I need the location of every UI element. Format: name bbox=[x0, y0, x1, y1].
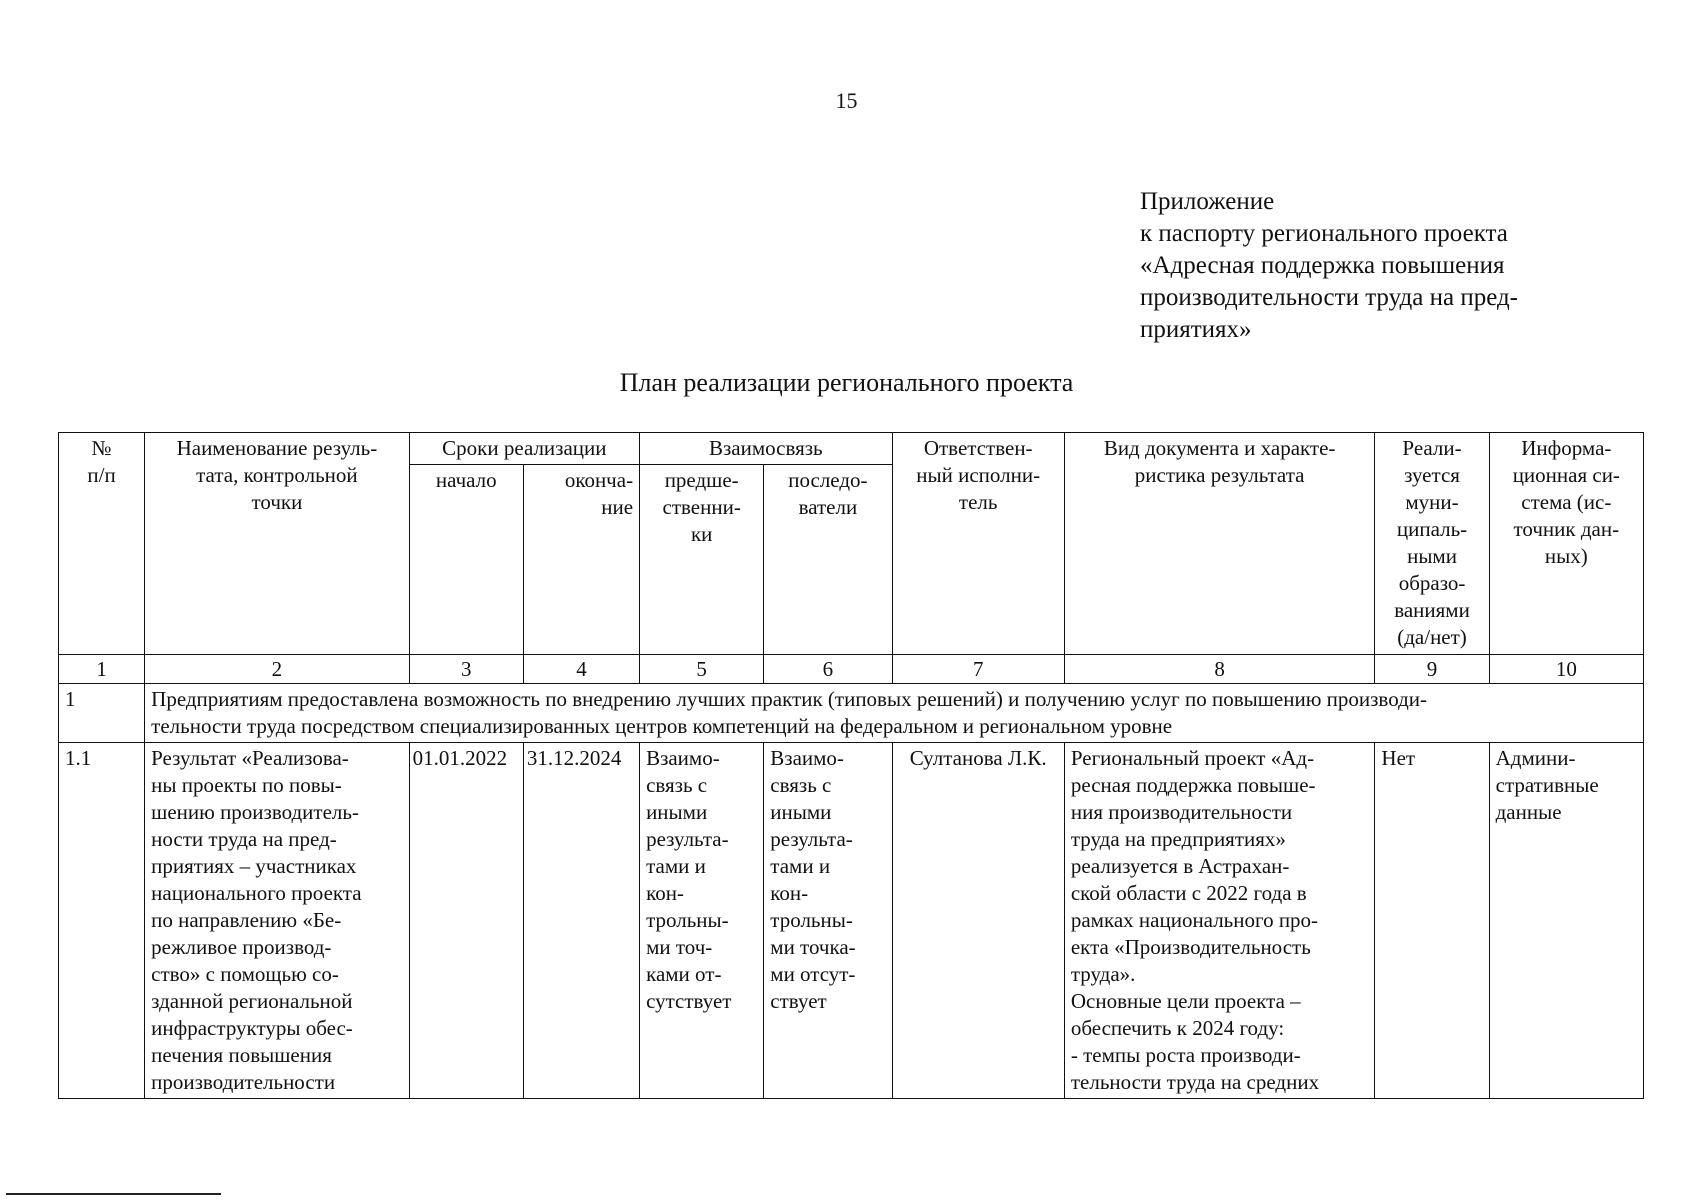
text-line: тата, контрольной bbox=[196, 463, 358, 487]
text-line: «Адресная поддержка повышения bbox=[1140, 252, 1505, 279]
text-line: ционная си- bbox=[1512, 463, 1620, 487]
text-line: режливое производ- bbox=[151, 935, 332, 959]
section-number: 1 bbox=[59, 684, 145, 743]
text-line: по направлению «Бе- bbox=[151, 908, 342, 932]
text-line: Предприятиям предоставлена возможность по внедрению лучших практик (типовых решений) и получению услуг по повышению производи- bbox=[151, 687, 1427, 711]
row-document-type bbox=[1064, 743, 1375, 1099]
text-line: производительности bbox=[151, 1070, 336, 1094]
text-line: точки bbox=[251, 490, 303, 514]
text-line: к паспорту регионального проекта bbox=[1140, 220, 1508, 247]
column-number: 1 bbox=[59, 655, 145, 684]
text-line: ресная поддержка повыше- bbox=[1070, 773, 1316, 797]
text-line: трольны- bbox=[646, 908, 729, 932]
text-line: ствует bbox=[770, 989, 827, 1013]
page-number: 15 bbox=[835, 88, 858, 113]
column-number: 2 bbox=[145, 655, 409, 684]
header-information-system bbox=[1489, 433, 1643, 655]
header-implementation-terms: Сроки реализации bbox=[409, 433, 639, 465]
text-line: ваниями bbox=[1394, 598, 1470, 622]
text-line: (да/нет) bbox=[1397, 625, 1467, 649]
text-line: реализуется в Астрахан- bbox=[1070, 854, 1290, 878]
text-line: шению производитель- bbox=[151, 800, 359, 824]
text-line: приятиях» bbox=[1140, 316, 1252, 343]
text-line: ния производительности bbox=[1070, 800, 1293, 824]
text-line: ных) bbox=[1544, 544, 1588, 568]
text-line: ки bbox=[690, 522, 713, 546]
text-line: результа- bbox=[646, 827, 729, 851]
text-line: производительности труда на пред- bbox=[1140, 284, 1519, 311]
text-line: ватели bbox=[798, 495, 858, 519]
text-line: печения повышения bbox=[151, 1043, 332, 1067]
text-line: последо- bbox=[788, 468, 868, 492]
text-line: связь с bbox=[646, 773, 708, 797]
text-line: ками от- bbox=[646, 962, 722, 986]
text-line: тель bbox=[958, 490, 998, 514]
column-number: 7 bbox=[892, 655, 1064, 684]
row-information-system bbox=[1489, 743, 1643, 1099]
header-predecessors bbox=[640, 465, 764, 655]
text-line: кон- bbox=[646, 881, 684, 905]
text-line: ный исполни- bbox=[916, 463, 1041, 487]
text-line: труда». bbox=[1070, 962, 1136, 986]
text-line: ской области с 2022 года в bbox=[1070, 881, 1307, 905]
document-title: План реализации регионального проекта bbox=[619, 368, 1074, 397]
section-text bbox=[145, 684, 1644, 743]
text-line: оконча- bbox=[564, 468, 634, 492]
row-result-name bbox=[145, 743, 409, 1099]
text-line: трольны- bbox=[770, 908, 853, 932]
row-start-date: 01.01.2022 bbox=[409, 743, 523, 1099]
header-end bbox=[523, 465, 639, 655]
section-row bbox=[59, 684, 1644, 743]
text-line: Админи- bbox=[1495, 746, 1576, 770]
text-line: сутствует bbox=[646, 989, 732, 1013]
column-number-row bbox=[59, 655, 1644, 684]
text-line: стративные bbox=[1495, 773, 1599, 797]
header-result-name bbox=[145, 433, 409, 655]
text-line: тами и bbox=[646, 854, 706, 878]
row-municipal: Нет bbox=[1375, 743, 1489, 1099]
text-line: тельности труда посредством специализированных центров компетенций на федеральном и региональном уровне bbox=[151, 714, 1173, 738]
row-successors bbox=[764, 743, 892, 1099]
text-line: результа- bbox=[770, 827, 853, 851]
text-line: труда на предприятиях» bbox=[1070, 827, 1286, 851]
text-line: образо- bbox=[1398, 571, 1466, 595]
text-line: инфраструктуры обес- bbox=[151, 1016, 353, 1040]
row-number: 1.1 bbox=[59, 743, 145, 1099]
header-successors bbox=[764, 465, 892, 655]
text-line: екта «Производительность bbox=[1070, 935, 1311, 959]
row-end-date: 31.12.2024 bbox=[523, 743, 639, 1099]
header-number bbox=[59, 433, 145, 655]
table-row bbox=[59, 743, 1644, 1099]
text-line: Взаимо- bbox=[770, 746, 844, 770]
text-line: ство» с помощью со- bbox=[151, 962, 339, 986]
text-line: Вид документа и характе- bbox=[1103, 436, 1336, 460]
text-line: Ответствен- bbox=[923, 436, 1033, 460]
column-number: 8 bbox=[1064, 655, 1375, 684]
column-number: 5 bbox=[640, 655, 764, 684]
header-document-type bbox=[1064, 433, 1375, 655]
text-line: п/п bbox=[87, 463, 116, 487]
text-line: иными bbox=[770, 800, 832, 824]
column-number: 10 bbox=[1489, 655, 1643, 684]
text-line: рамках национального про- bbox=[1070, 908, 1319, 932]
text-line: тами и bbox=[770, 854, 831, 878]
text-line: Региональный проект «Ад- bbox=[1070, 746, 1315, 770]
text-line: Результат «Реализова- bbox=[151, 746, 349, 770]
text-line: ние bbox=[601, 495, 634, 519]
text-line: муни- bbox=[1405, 490, 1459, 514]
text-line: зуется bbox=[1404, 463, 1460, 487]
row-responsible: Султанова Л.К. bbox=[892, 743, 1064, 1099]
header-responsible bbox=[892, 433, 1064, 655]
text-line: № bbox=[91, 436, 112, 460]
footer-rule bbox=[6, 1193, 221, 1195]
text-line: кон- bbox=[770, 881, 809, 905]
text-line: ми точ- bbox=[646, 935, 713, 959]
column-number: 4 bbox=[523, 655, 639, 684]
text-line: Наименование резуль- bbox=[176, 436, 378, 460]
column-number: 3 bbox=[409, 655, 523, 684]
column-number: 9 bbox=[1375, 655, 1489, 684]
header-start: начало bbox=[409, 465, 523, 655]
text-line: Реали- bbox=[1402, 436, 1462, 460]
implementation-plan-table bbox=[58, 432, 1644, 1099]
text-line: иными bbox=[646, 800, 708, 824]
text-line: Информа- bbox=[1521, 436, 1612, 460]
text-line: ципаль- bbox=[1396, 517, 1468, 541]
appendix-caption bbox=[1140, 186, 1660, 346]
text-line: Приложение bbox=[1140, 188, 1275, 215]
text-line: предше- bbox=[664, 468, 739, 492]
text-line: ристика результата bbox=[1134, 463, 1305, 487]
text-line: стема (ис- bbox=[1521, 490, 1612, 514]
text-line: данные bbox=[1495, 800, 1562, 824]
header-relationship: Взаимосвязь bbox=[640, 433, 892, 465]
row-predecessors bbox=[640, 743, 764, 1099]
text-line: ными bbox=[1407, 544, 1457, 568]
text-line: точник дан- bbox=[1513, 517, 1620, 541]
text-line: обеспечить к 2024 году: bbox=[1070, 1016, 1285, 1040]
column-number: 6 bbox=[764, 655, 892, 684]
text-line: связь с bbox=[770, 773, 832, 797]
header-municipal bbox=[1375, 433, 1489, 655]
text-line: зданной региональной bbox=[151, 989, 353, 1013]
text-line: ности труда на пред- bbox=[151, 827, 337, 851]
text-line: ственни- bbox=[662, 495, 741, 519]
text-line: ны проекты по повы- bbox=[151, 773, 342, 797]
text-line: Основные цели проекта – bbox=[1070, 989, 1301, 1013]
text-line: Взаимо- bbox=[646, 746, 720, 770]
text-line: приятиях – участниках bbox=[151, 854, 357, 878]
text-line: ми точка- bbox=[770, 935, 856, 959]
text-line: тельности труда на средних bbox=[1070, 1070, 1320, 1094]
text-line: ми отсут- bbox=[770, 962, 856, 986]
text-line: - темпы роста производи- bbox=[1070, 1043, 1301, 1067]
text-line: национального проекта bbox=[151, 881, 362, 905]
